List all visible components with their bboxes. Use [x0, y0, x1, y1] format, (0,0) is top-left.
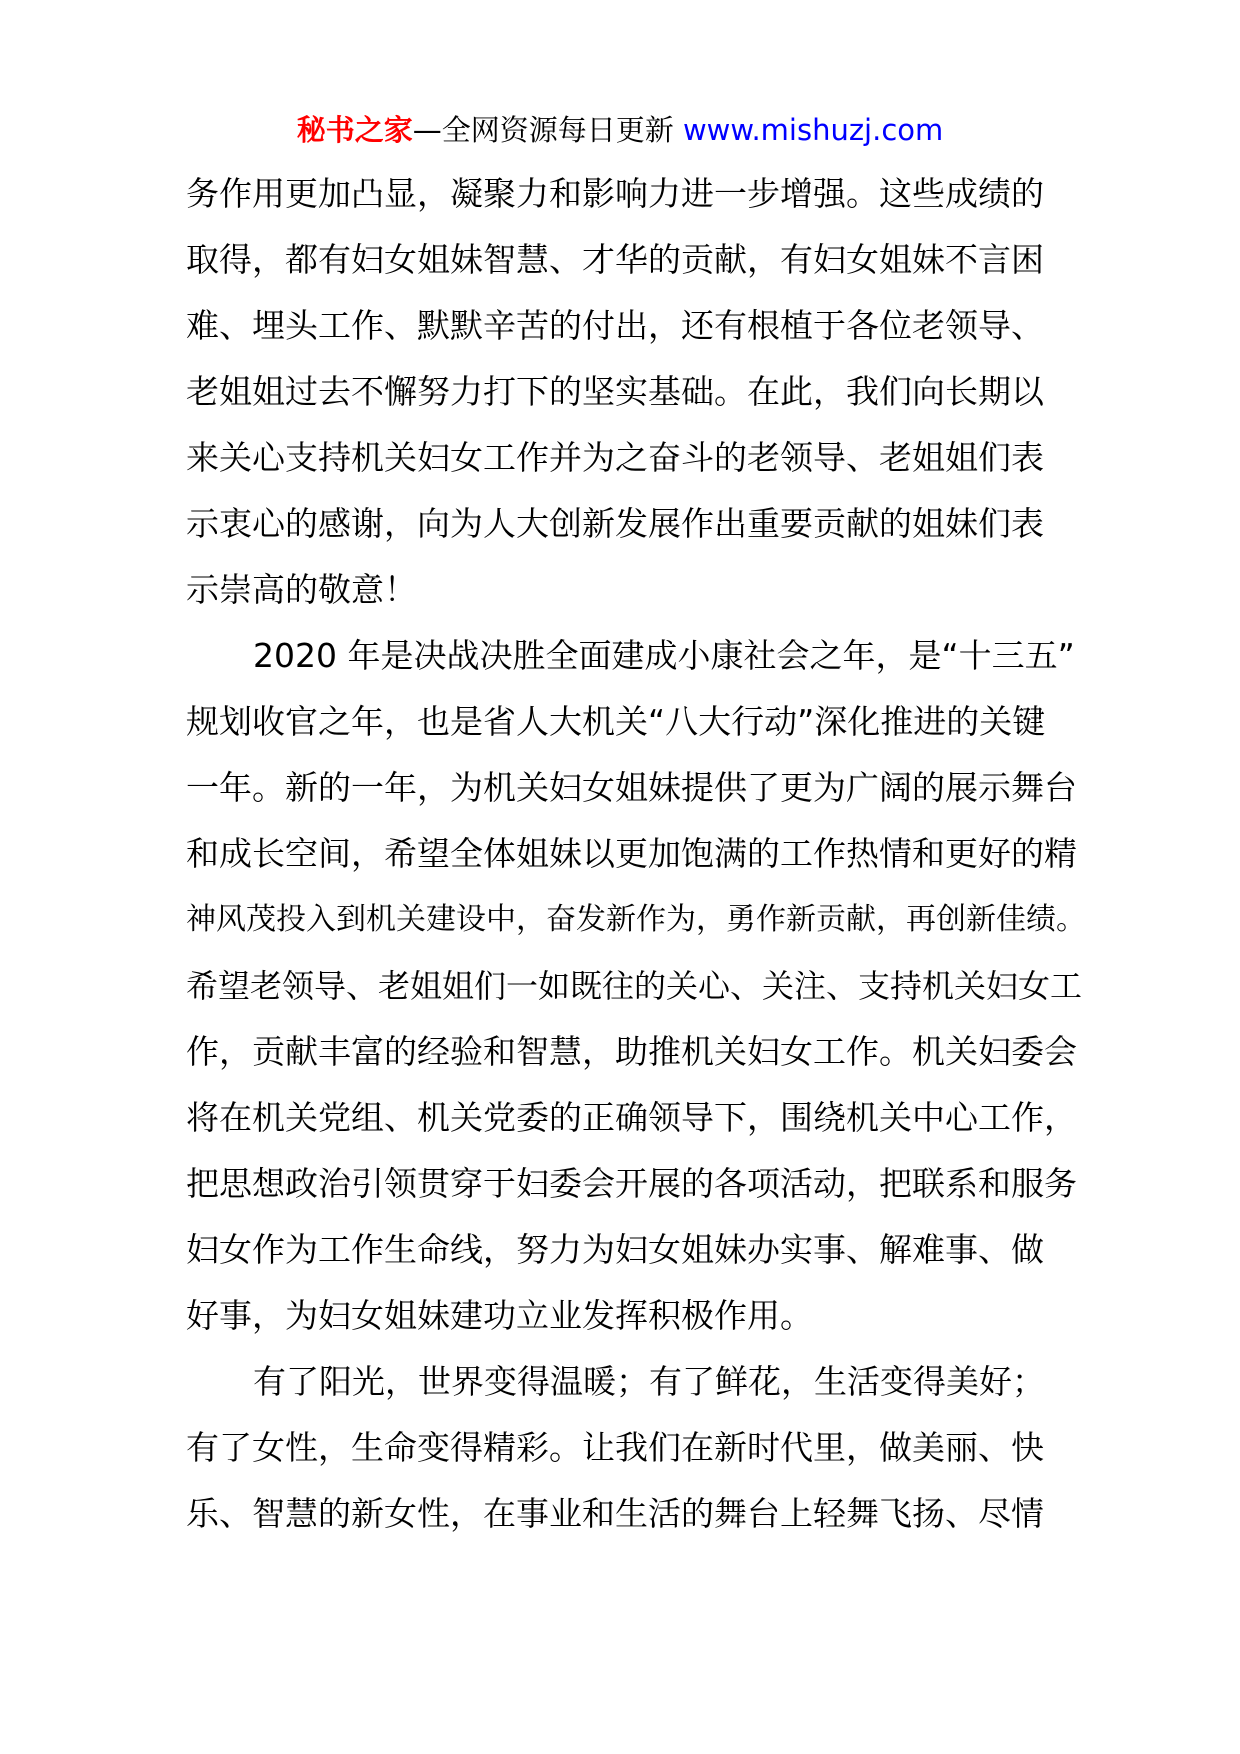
- text-line: 示崇高的敬意！: [186, 570, 417, 609]
- text-line: 把思想政治引领贯穿于妇委会开展的各项活动，把联系和服务: [186, 1164, 1077, 1203]
- text-line: 神风茂投入到机关建设中，奋发新作为，勇作新贡献，再创新佳绩。: [186, 902, 1086, 937]
- brand-name: 秘书之家: [296, 113, 413, 147]
- page-header: [0, 108, 1240, 152]
- text-line: 希望老领导、老姐姐们一如既往的关心、关注、支持机关妇女工: [186, 967, 1083, 1005]
- text-line: 好事，为妇女姐妹建功立业发挥积极作用。: [186, 1296, 813, 1335]
- text-line: 规划收官之年，也是省人大机关“八大行动”深化推进的关键: [186, 702, 1046, 741]
- text-line: 将在机关党组、机关党委的正确领导下，围绕机关中心工作，: [186, 1098, 1077, 1137]
- text-line: 乐、智慧的新女性，在事业和生活的舞台上轻舞飞扬、尽情: [186, 1494, 1044, 1533]
- paragraph-start-line: 2020 年是决战决胜全面建成小康社会之年，是“十三五”: [253, 636, 1075, 675]
- text-line: 一年。新的一年，为机关妇女姐妹提供了更为广阔的展示舞台: [186, 768, 1077, 807]
- text-line: 来关心支持机关妇女工作并为之奋斗的老领导、老姐姐们表: [186, 438, 1044, 477]
- text-line: 老姐姐过去不懈努力打下的坚实基础。在此，我们向长期以: [186, 372, 1044, 411]
- text-line: 取得，都有妇女姐妹智慧、才华的贡献，有妇女姐妹不言困: [186, 240, 1044, 279]
- paragraph-start-line: 有了阳光，世界变得温暖；有了鲜花，生活变得美好；: [253, 1362, 1045, 1401]
- text-line: 和成长空间，希望全体姐妹以更加饱满的工作热情和更好的精: [186, 834, 1077, 873]
- text-line: 难、埋头工作、默默辛苦的付出，还有根植于各位老领导、: [186, 306, 1044, 345]
- text-line: 务作用更加凸显，凝聚力和影响力进一步增强。这些成绩的: [186, 174, 1044, 213]
- document-body: [186, 161, 1086, 1547]
- text-line: 作，贡献丰富的经验和智慧，助推机关妇女工作。机关妇委会: [186, 1032, 1077, 1071]
- header-tagline: —全网资源每日更新: [412, 113, 674, 147]
- text-line: 有了女性，生命变得精彩。让我们在新时代里，做美丽、快: [186, 1428, 1044, 1467]
- text-line: 妇女作为工作生命线，努力为妇女姐妹办实事、解难事、做: [186, 1230, 1044, 1269]
- text-line: 示衷心的感谢，向为人大创新发展作出重要贡献的姐妹们表: [186, 504, 1044, 543]
- website-url[interactable]: www.mishuzj.com: [682, 113, 944, 147]
